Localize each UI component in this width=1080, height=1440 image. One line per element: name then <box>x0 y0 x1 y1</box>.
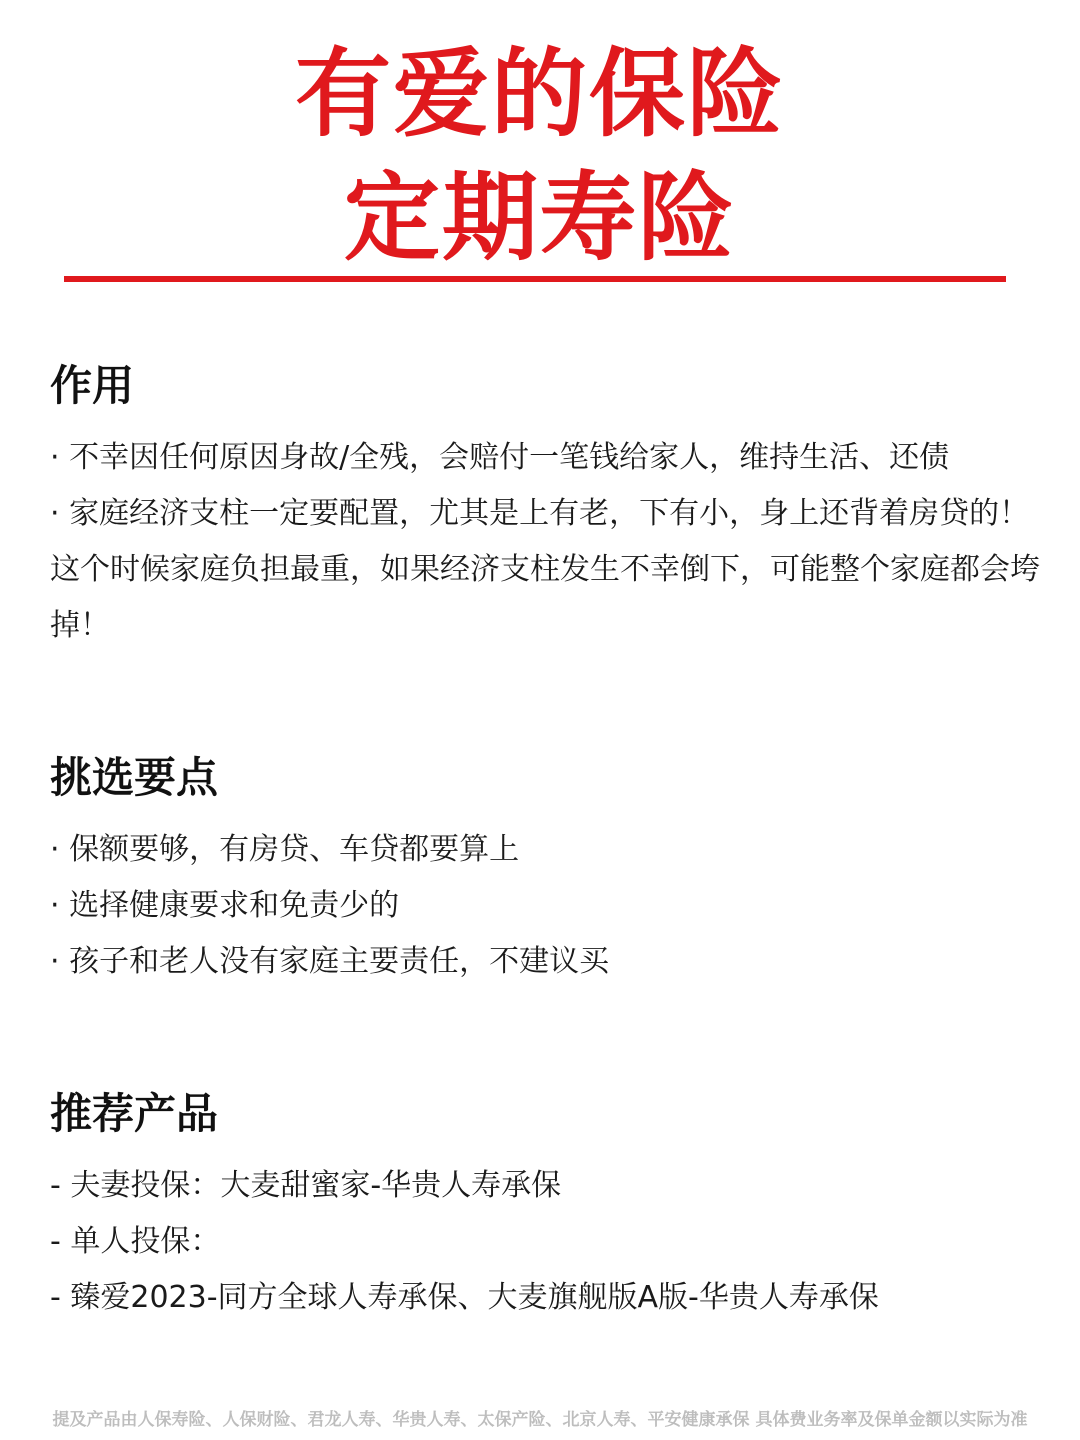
title-divider <box>64 276 1006 282</box>
page-header <box>0 38 1080 274</box>
section-products <box>50 1088 1040 1326</box>
usage-item: · 不幸因任何原因身故/全残，会赔付一笔钱给家人，维持生活、还债 <box>50 440 950 475</box>
section-usage <box>50 360 1040 654</box>
page-title-line-2: 定期寿险 <box>344 162 736 274</box>
usage-list <box>50 430 1040 654</box>
products-item: - 夫妻投保：大麦甜蜜家-华贵人寿承保 <box>50 1168 562 1203</box>
tips-list <box>50 822 1040 990</box>
tips-item: · 保额要够，有房贷、车贷都要算上 <box>50 832 520 867</box>
products-item: - 臻爱2023-同方全球人寿承保、大麦旗舰版A版-华贵人寿承保 <box>50 1280 879 1315</box>
footer-disclaimer: 提及产品由人保寿险、人保财险、君龙人寿、华贵人寿、太保产险、北京人寿、平安健康承保 具体费业务率及保单金额以实际为准 <box>52 1410 1028 1430</box>
products-list <box>50 1158 1040 1326</box>
section-heading-products: 推荐产品 <box>50 1089 219 1138</box>
section-tips <box>50 752 1040 990</box>
section-heading-tips: 挑选要点 <box>50 753 219 802</box>
tips-item: · 选择健康要求和免责少的 <box>50 888 400 923</box>
page-title-line-1: 有爱的保险 <box>295 38 785 150</box>
tips-item: · 孩子和老人没有家庭主要责任，不建议买 <box>50 944 610 979</box>
products-item: - 单人投保： <box>50 1224 221 1259</box>
section-heading-usage: 作用 <box>50 361 135 410</box>
usage-item: · 家庭经济支柱一定要配置，尤其是上有老，下有小，身上还背着房贷的！这个时候家庭负担最重，如果经济支柱发生不幸倒下，可能整个家庭都会垮掉！ <box>50 496 1040 643</box>
